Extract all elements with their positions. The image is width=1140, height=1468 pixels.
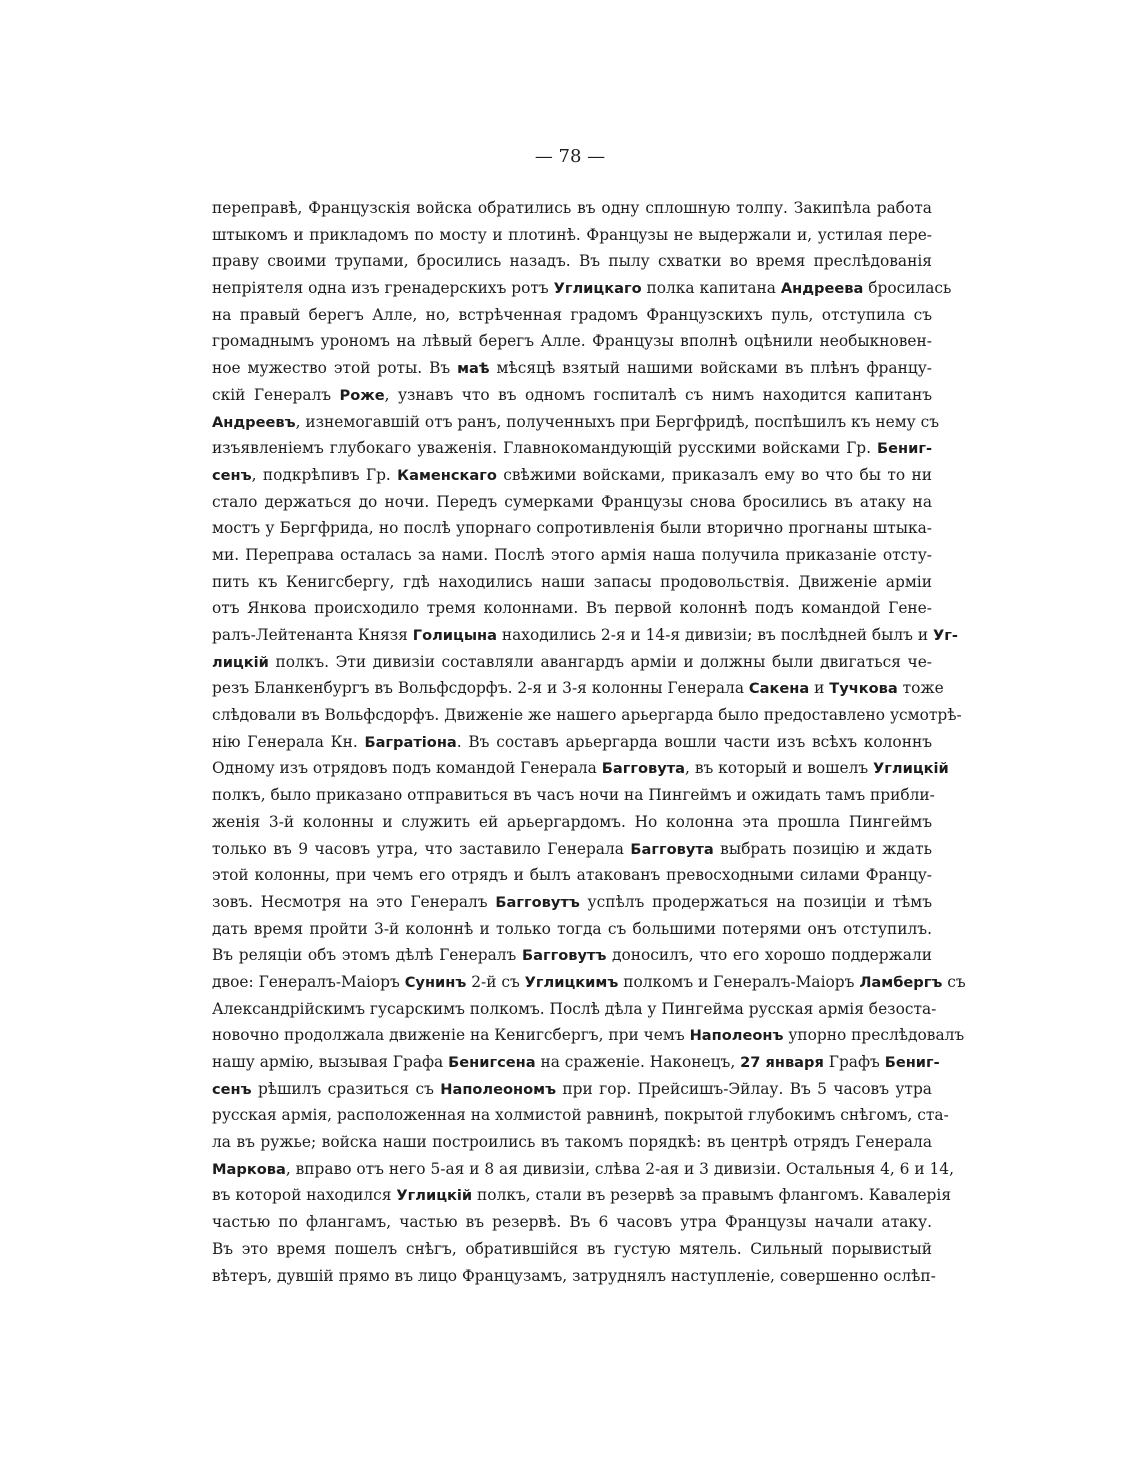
bold-name: Роже: [339, 386, 385, 404]
text-run: ла въ ружье; войска наши построились въ такомъ порядкѣ: въ центрѣ отрядъ Генерала: [212, 1133, 932, 1152]
bold-name: Багратіона: [364, 733, 457, 751]
text-line: [212, 649, 932, 676]
bold-name: Бениг-: [884, 1054, 940, 1071]
text-run: скій Генералъ: [212, 385, 340, 404]
text-run: упорно преслѣдовалъ: [783, 1026, 965, 1045]
text-run: ное мужество этой роты. Въ: [212, 359, 458, 378]
text-line: [212, 489, 932, 516]
bold-name: Уг-: [933, 627, 958, 644]
text-run: Одному изъ отрядовъ подъ командой Генерала: [212, 759, 602, 778]
text-line: [212, 328, 932, 355]
text-run: нашу армію, вызывая Графа: [212, 1053, 449, 1071]
text-run: съ: [942, 972, 966, 991]
text-run: , узнавъ что въ одномъ госпиталѣ съ нимъ находится капитанъ: [384, 385, 932, 404]
bold-name: маѣ: [457, 360, 490, 378]
text-line: [212, 969, 966, 996]
text-run: на сраженіе. Наконецъ,: [535, 1053, 741, 1071]
text-run: при гор. Прейсишъ-Эйлау. Въ 5 часовъ утра: [556, 1079, 932, 1098]
text-run: въ которой находился: [212, 1186, 397, 1205]
text-line: [212, 1022, 965, 1049]
text-line: [212, 862, 932, 889]
text-line: [212, 755, 949, 782]
text-line: [212, 1076, 932, 1103]
text-run: стало держаться до ночи. Передъ сумерками Французы снова бросились въ атаку на: [212, 492, 932, 511]
text-run: вѣтеръ, дувшій прямо въ лицо Французамъ, затруднялъ наступленіе, совершенно ослѣп-: [212, 1266, 936, 1285]
text-line: [212, 1263, 936, 1290]
text-line: [212, 702, 962, 729]
bold-name: Углицкій: [396, 1187, 473, 1205]
text-run: частью по флангамъ, частью въ резервѣ. Въ 6 часовъ утра Французы начали атаку.: [212, 1213, 932, 1232]
text-run: русская армія, расположенная на холмистой равнинѣ, покрытой глубокимъ снѣгомъ, ста-: [212, 1106, 949, 1125]
text-run: полкъ, было приказано отправиться въ часъ ночи на Пингеймъ и ожидать тамъ прибли-: [212, 786, 935, 805]
text-run: отъ Янкова происходило тремя колоннами. Въ первой колоннѣ подъ командой Гене-: [212, 599, 932, 618]
text-line: [212, 275, 952, 302]
bold-name: Багговута: [601, 760, 686, 778]
bold-name: Углицкаго: [553, 280, 642, 298]
text-run: Въ это время пошелъ снѣгъ, обратившійся въ густую мятель. Сильный порывистый: [212, 1239, 932, 1258]
text-run: полкъ. Эти дивизіи составляли авангардъ арміи и должны были двигаться че-: [268, 652, 932, 671]
text-run: , подкрѣпивъ Гр.: [251, 465, 398, 484]
bold-name: Андреевъ: [212, 413, 296, 431]
body-text: [212, 195, 966, 1289]
text-line: [212, 1236, 932, 1263]
text-run: праву своими трупами, бросились назадъ. Въ пылу схватки во время преслѣдованія: [212, 252, 932, 271]
text-line: [212, 302, 932, 329]
text-run: переправѣ, Французскія войска обратились въ одну сплошную толпу. Закипѣла работа: [212, 199, 932, 217]
text-run: доносилъ, что его хорошо поддержали: [606, 946, 933, 965]
text-run: на правый берегъ Алле, но, встрѣченная градомъ Французскихъ пуль, отступила съ: [212, 305, 932, 324]
text-run: изъявленіемъ глубокаго уваженія. Главнокомандующій русскими войсками Гр.: [212, 439, 877, 458]
bold-name: Маркова: [212, 1160, 286, 1178]
text-run: этой колонны, при чемъ его отрядъ и былъ атакованъ превосходными силами Францу-: [212, 866, 932, 885]
text-run: полкомъ и Генералъ-Маіоръ: [618, 972, 860, 991]
text-line: [212, 515, 932, 542]
text-run: слѣдовали въ Вольфсдорфъ. Движеніе же нашего арьергарда было предоставлено усмотрѣ-: [212, 706, 962, 725]
text-run: женія 3-й колонны и служить ей арьергардомъ. Но колонна эта прошла Пингеймъ: [212, 812, 932, 831]
text-line: [212, 222, 932, 249]
text-line: [212, 569, 932, 596]
text-run: тоже: [897, 679, 944, 698]
text-line: [212, 996, 937, 1023]
text-run: Графъ: [823, 1053, 885, 1071]
bold-name: лицкій: [212, 653, 269, 671]
text-line: [212, 435, 932, 462]
bold-name: Каменскаго: [397, 466, 497, 484]
text-run: . Въ составъ арьергарда вошли части изъ всѣхъ колоннъ: [456, 732, 932, 751]
text-line: [212, 248, 932, 275]
text-line: [212, 595, 932, 622]
text-run: громаднымъ урономъ на лѣвый берегъ Алле. Французы вполнѣ оцѣнили необыкновен-: [212, 332, 932, 351]
text-run: полкъ, стали въ резервѣ за правымъ флангомъ. Кавалерія: [472, 1186, 952, 1205]
bold-name: Тучкова: [829, 680, 898, 698]
bold-name: Углицкимъ: [524, 973, 619, 991]
text-line: [212, 542, 932, 569]
text-run: , вправо отъ него 5-ая и 8 ая дивизіи, слѣва 2-ая и 3 дивизіи. Остальныя 4, 6 и 14,: [285, 1159, 954, 1178]
text-run: выбрать позицію и ждать: [713, 839, 933, 858]
text-line: [212, 1209, 932, 1236]
text-line: [212, 809, 932, 836]
text-run: рѣшилъ сразиться съ: [251, 1079, 441, 1098]
text-line: [212, 1102, 949, 1129]
text-line: [212, 1156, 954, 1183]
text-line: [212, 675, 944, 702]
page-number: — 78 —: [534, 146, 606, 167]
text-run: дать время пройти 3-й колоннѣ и только тогда съ большими потерями онъ отступилъ.: [212, 919, 932, 938]
text-run: 2-й съ: [466, 972, 525, 991]
text-run: штыкомъ и прикладомъ по мосту и плотинѣ. Французы не выдержали и, устилая пере-: [212, 225, 932, 244]
text-run: только въ 9 часовъ утра, что заставило Генерала: [212, 839, 631, 858]
text-run: нію Генерала Кн.: [212, 732, 365, 751]
bold-name: Ламбергъ: [859, 973, 943, 991]
text-line: [212, 382, 932, 409]
bold-name: Андреева: [780, 280, 864, 298]
bold-name: Углицкій: [873, 760, 949, 778]
bold-name: сенъ: [212, 1080, 252, 1098]
text-run: , изнемогавшій отъ ранъ, полученныхъ при Бергфридѣ, поспѣшилъ къ нему съ: [295, 412, 940, 431]
text-line: [212, 729, 932, 756]
text-line: [212, 836, 932, 863]
bold-name: Багговутъ: [521, 947, 607, 965]
text-run: зовъ. Несмотря на это Генералъ: [212, 892, 496, 911]
bold-name: Наполеономъ: [440, 1080, 557, 1098]
text-line: [212, 942, 932, 969]
bold-name: Сакена: [748, 680, 810, 698]
text-line: [212, 622, 958, 649]
text-line: [212, 1182, 952, 1209]
text-run: Въ реляціи объ этомъ дѣлѣ Генералъ: [212, 946, 522, 965]
text-run: полка капитана: [641, 279, 781, 298]
text-run: новочно продолжала движеніе на Кенигсбергъ, при чемъ: [212, 1026, 690, 1045]
text-run: непріятеля одна изъ гренадерскихъ ротъ: [212, 279, 554, 298]
bold-name: Бенигсена: [448, 1054, 536, 1071]
text-run: , въ который и вошелъ: [685, 759, 874, 778]
text-line: [212, 1129, 932, 1156]
text-line: [212, 916, 932, 943]
text-run: бросилась: [863, 279, 952, 298]
text-run: мѣсяцѣ взятый нашими войсками въ плѣнъ францу-: [489, 359, 932, 378]
text-line: [212, 355, 932, 382]
text-run: и: [809, 679, 830, 698]
bold-name: Сунинъ: [404, 973, 467, 991]
text-run: Александрійскимъ гусарскимъ полкомъ. Послѣ дѣла у Пингейма русская армія безоста-: [212, 999, 937, 1018]
bold-name: Багговута: [630, 840, 714, 858]
text-run: успѣлъ продержаться на позиціи и тѣмъ: [579, 892, 933, 911]
bold-name: Наполеонъ: [689, 1027, 784, 1045]
text-line: [212, 1049, 940, 1076]
bold-name: Голицына: [412, 627, 497, 644]
text-run: ралъ-Лейтенанта Князя: [212, 626, 413, 644]
bold-name: Багговутъ: [495, 893, 580, 911]
text-line: [212, 195, 932, 222]
text-run: ми. Переправа осталась за нами. Послѣ этого армія наша получила приказаніе отсту-: [212, 545, 932, 564]
text-run: двое: Генералъ-Маіоръ: [212, 972, 405, 991]
text-run: пить къ Кенигсбергу, гдѣ находились наши запасы продовольствія. Движеніе арміи: [212, 572, 932, 591]
text-line: [212, 889, 932, 916]
bold-name: 27 января: [740, 1054, 824, 1071]
bold-name: Бениг-: [876, 440, 932, 458]
text-run: мостъ у Бергфрида, но послѣ упорнаго сопротивленія были вторично прогнаны штыка-: [212, 519, 932, 538]
bold-name: сенъ: [212, 466, 252, 484]
text-run: свѣжими войсками, приказалъ ему во что бы то ни: [496, 465, 932, 484]
text-line: [212, 409, 940, 436]
text-run: находились 2-я и 14-я дивизіи; въ послѣдней былъ и: [496, 626, 934, 644]
text-line: [212, 782, 935, 809]
text-line: [212, 462, 932, 489]
text-run: резъ Бланкенбургъ въ Вольфсдорфъ. 2-я и 3-я колонны Генерала: [212, 679, 749, 698]
